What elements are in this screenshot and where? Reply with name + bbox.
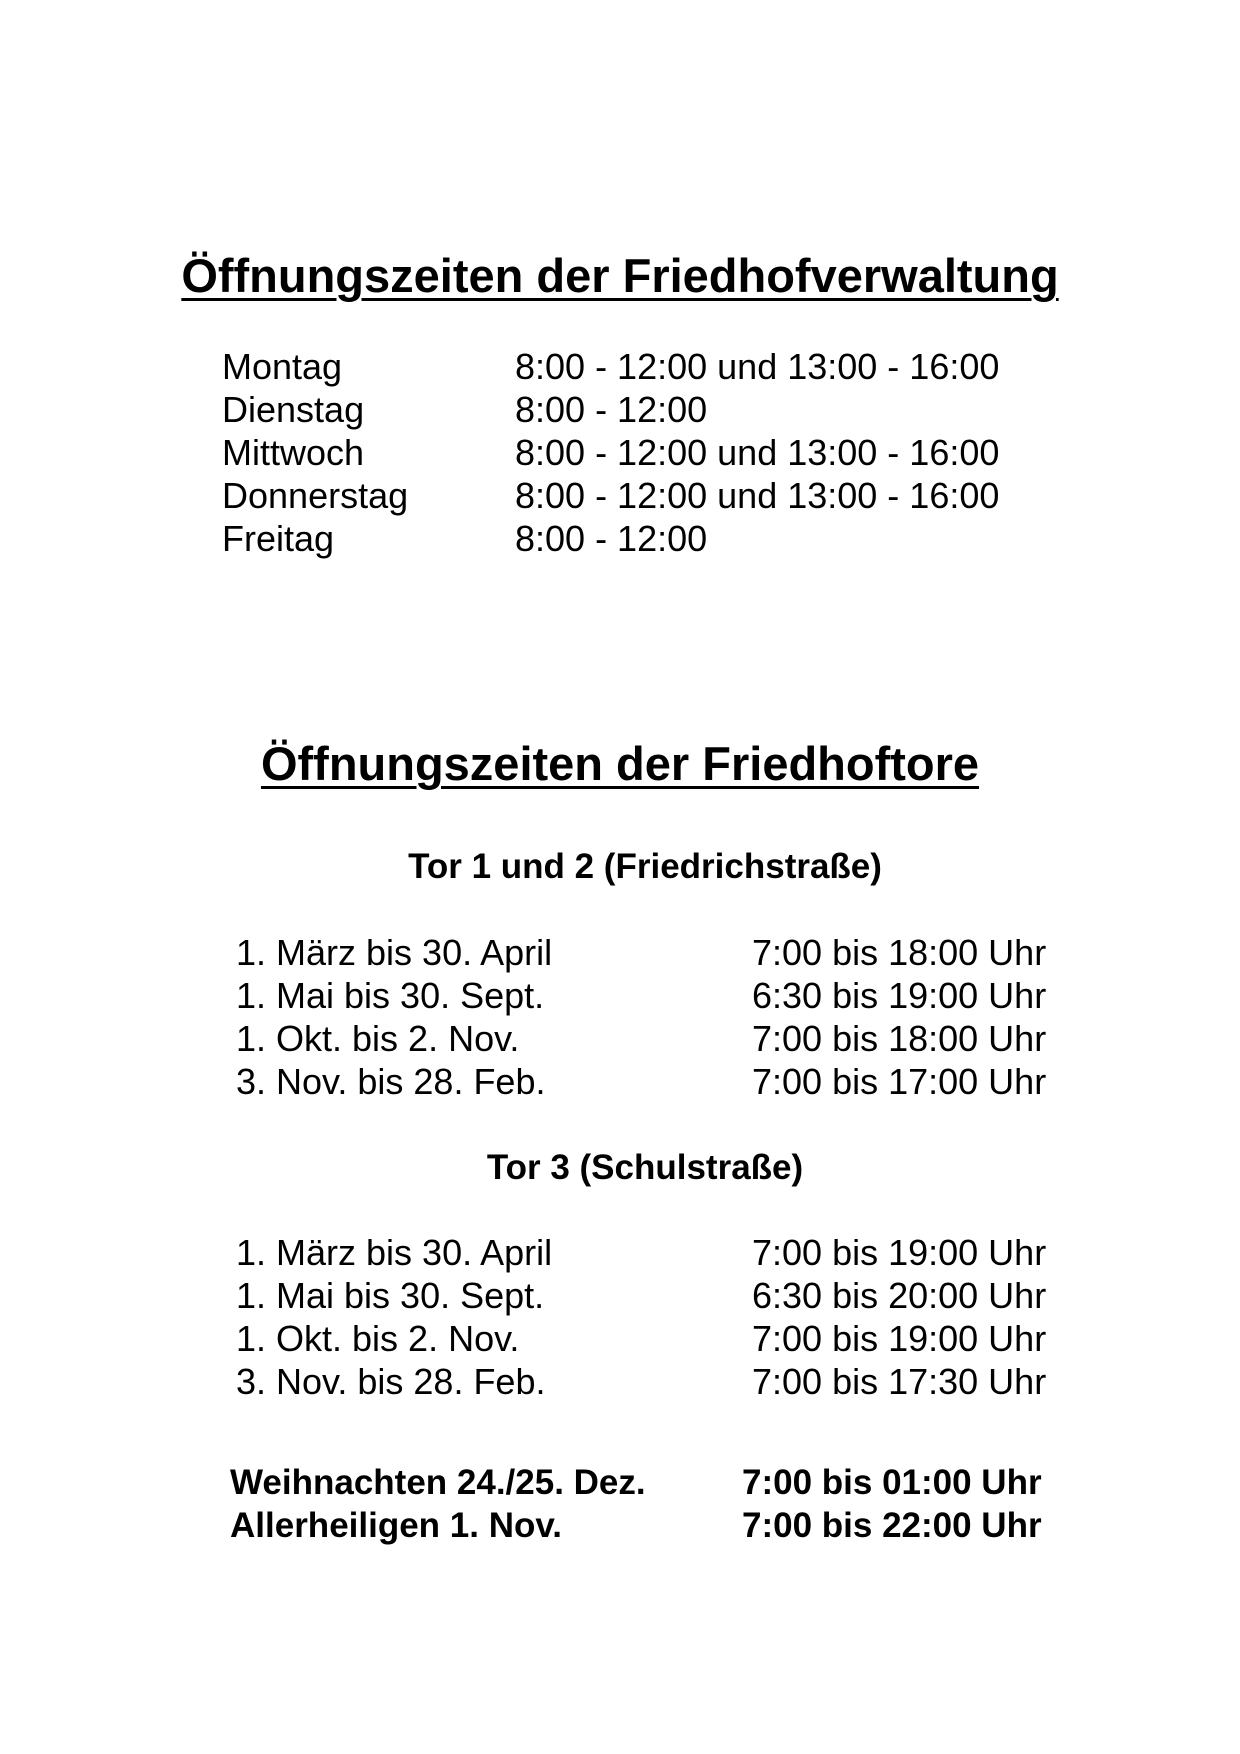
administration-hours-row: [222, 345, 1042, 388]
office-hours-value: 8:00 - 12:00: [515, 389, 708, 430]
gate-3-hours-list: [236, 1231, 1066, 1403]
weekday-label: Mittwoch: [222, 432, 365, 473]
holiday-hours-list: [230, 1461, 1070, 1547]
gate-hours-row: [236, 1360, 1066, 1403]
office-hours-value: 8:00 - 12:00: [515, 518, 708, 559]
season-period-label: 1. Okt. bis 2. Nov.: [236, 1018, 520, 1059]
weekday-label: Freitag: [222, 518, 335, 559]
holiday-hours-value: 7:00 bis 01:00 Uhr: [742, 1463, 1042, 1502]
gate-3-heading: Tor 3 (Schulstraße): [486, 1148, 804, 1187]
gate-hours-row: [236, 1274, 1066, 1317]
gate-hours-row: [236, 1060, 1066, 1103]
season-period-label: 1. Mai bis 30. Sept.: [236, 975, 545, 1016]
administration-hours-list: [222, 345, 1042, 560]
administration-hours-heading: [0, 248, 1240, 304]
holiday-hours-row: [230, 1504, 1070, 1547]
gate-hours-heading: [0, 736, 1240, 792]
administration-hours-title: Öffnungszeiten der Friedhofverwaltung: [181, 249, 1059, 302]
gate-hours-row: [236, 974, 1066, 1017]
gate-hours-title: Öffnungszeiten der Friedhoftore: [260, 737, 980, 790]
holiday-hours-row: [230, 1461, 1070, 1504]
season-period-label: 3. Nov. bis 28. Feb.: [236, 1361, 546, 1402]
holiday-hours-value: 7:00 bis 22:00 Uhr: [742, 1506, 1042, 1545]
gate-hours-value: 7:00 bis 18:00 Uhr: [752, 932, 1047, 973]
weekday-label: Donnerstag: [222, 475, 409, 516]
gate-hours-value: 7:00 bis 18:00 Uhr: [752, 1018, 1047, 1059]
season-period-label: 1. Mai bis 30. Sept.: [236, 1275, 545, 1316]
gate-1-2-heading: Tor 1 und 2 (Friedrichstraße): [408, 847, 882, 886]
office-hours-value: 8:00 - 12:00 und 13:00 - 16:00: [515, 346, 1000, 387]
administration-hours-row: [222, 474, 1042, 517]
office-hours-value: 8:00 - 12:00 und 13:00 - 16:00: [515, 475, 1000, 516]
gate-hours-value: 6:30 bis 20:00 Uhr: [752, 1275, 1047, 1316]
gate-hours-value: 7:00 bis 19:00 Uhr: [752, 1318, 1047, 1359]
administration-hours-row: [222, 431, 1042, 474]
administration-hours-row: [222, 388, 1042, 431]
season-period-label: 3. Nov. bis 28. Feb.: [236, 1061, 546, 1102]
gate-hours-row: [236, 1231, 1066, 1274]
gate-hours-row: [236, 931, 1066, 974]
season-period-label: 1. Okt. bis 2. Nov.: [236, 1318, 520, 1359]
gate-hours-row: [236, 1017, 1066, 1060]
season-period-label: 1. März bis 30. April: [236, 932, 553, 973]
weekday-label: Dienstag: [222, 389, 365, 430]
holiday-label: Weihnachten 24./25. Dez.: [230, 1463, 646, 1502]
season-period-label: 1. März bis 30. April: [236, 1232, 553, 1273]
gate-hours-row: [236, 1317, 1066, 1360]
holiday-label: Allerheiligen 1. Nov.: [230, 1506, 562, 1545]
gate-hours-value: 6:30 bis 19:00 Uhr: [752, 975, 1047, 1016]
weekday-label: Montag: [222, 346, 343, 387]
gate-hours-value: 7:00 bis 19:00 Uhr: [752, 1232, 1047, 1273]
gate-1-2-hours-list: [236, 931, 1066, 1103]
administration-hours-row: [222, 517, 1042, 560]
office-hours-value: 8:00 - 12:00 und 13:00 - 16:00: [515, 432, 1000, 473]
gate-hours-value: 7:00 bis 17:30 Uhr: [752, 1361, 1047, 1402]
gate-hours-value: 7:00 bis 17:00 Uhr: [752, 1061, 1047, 1102]
